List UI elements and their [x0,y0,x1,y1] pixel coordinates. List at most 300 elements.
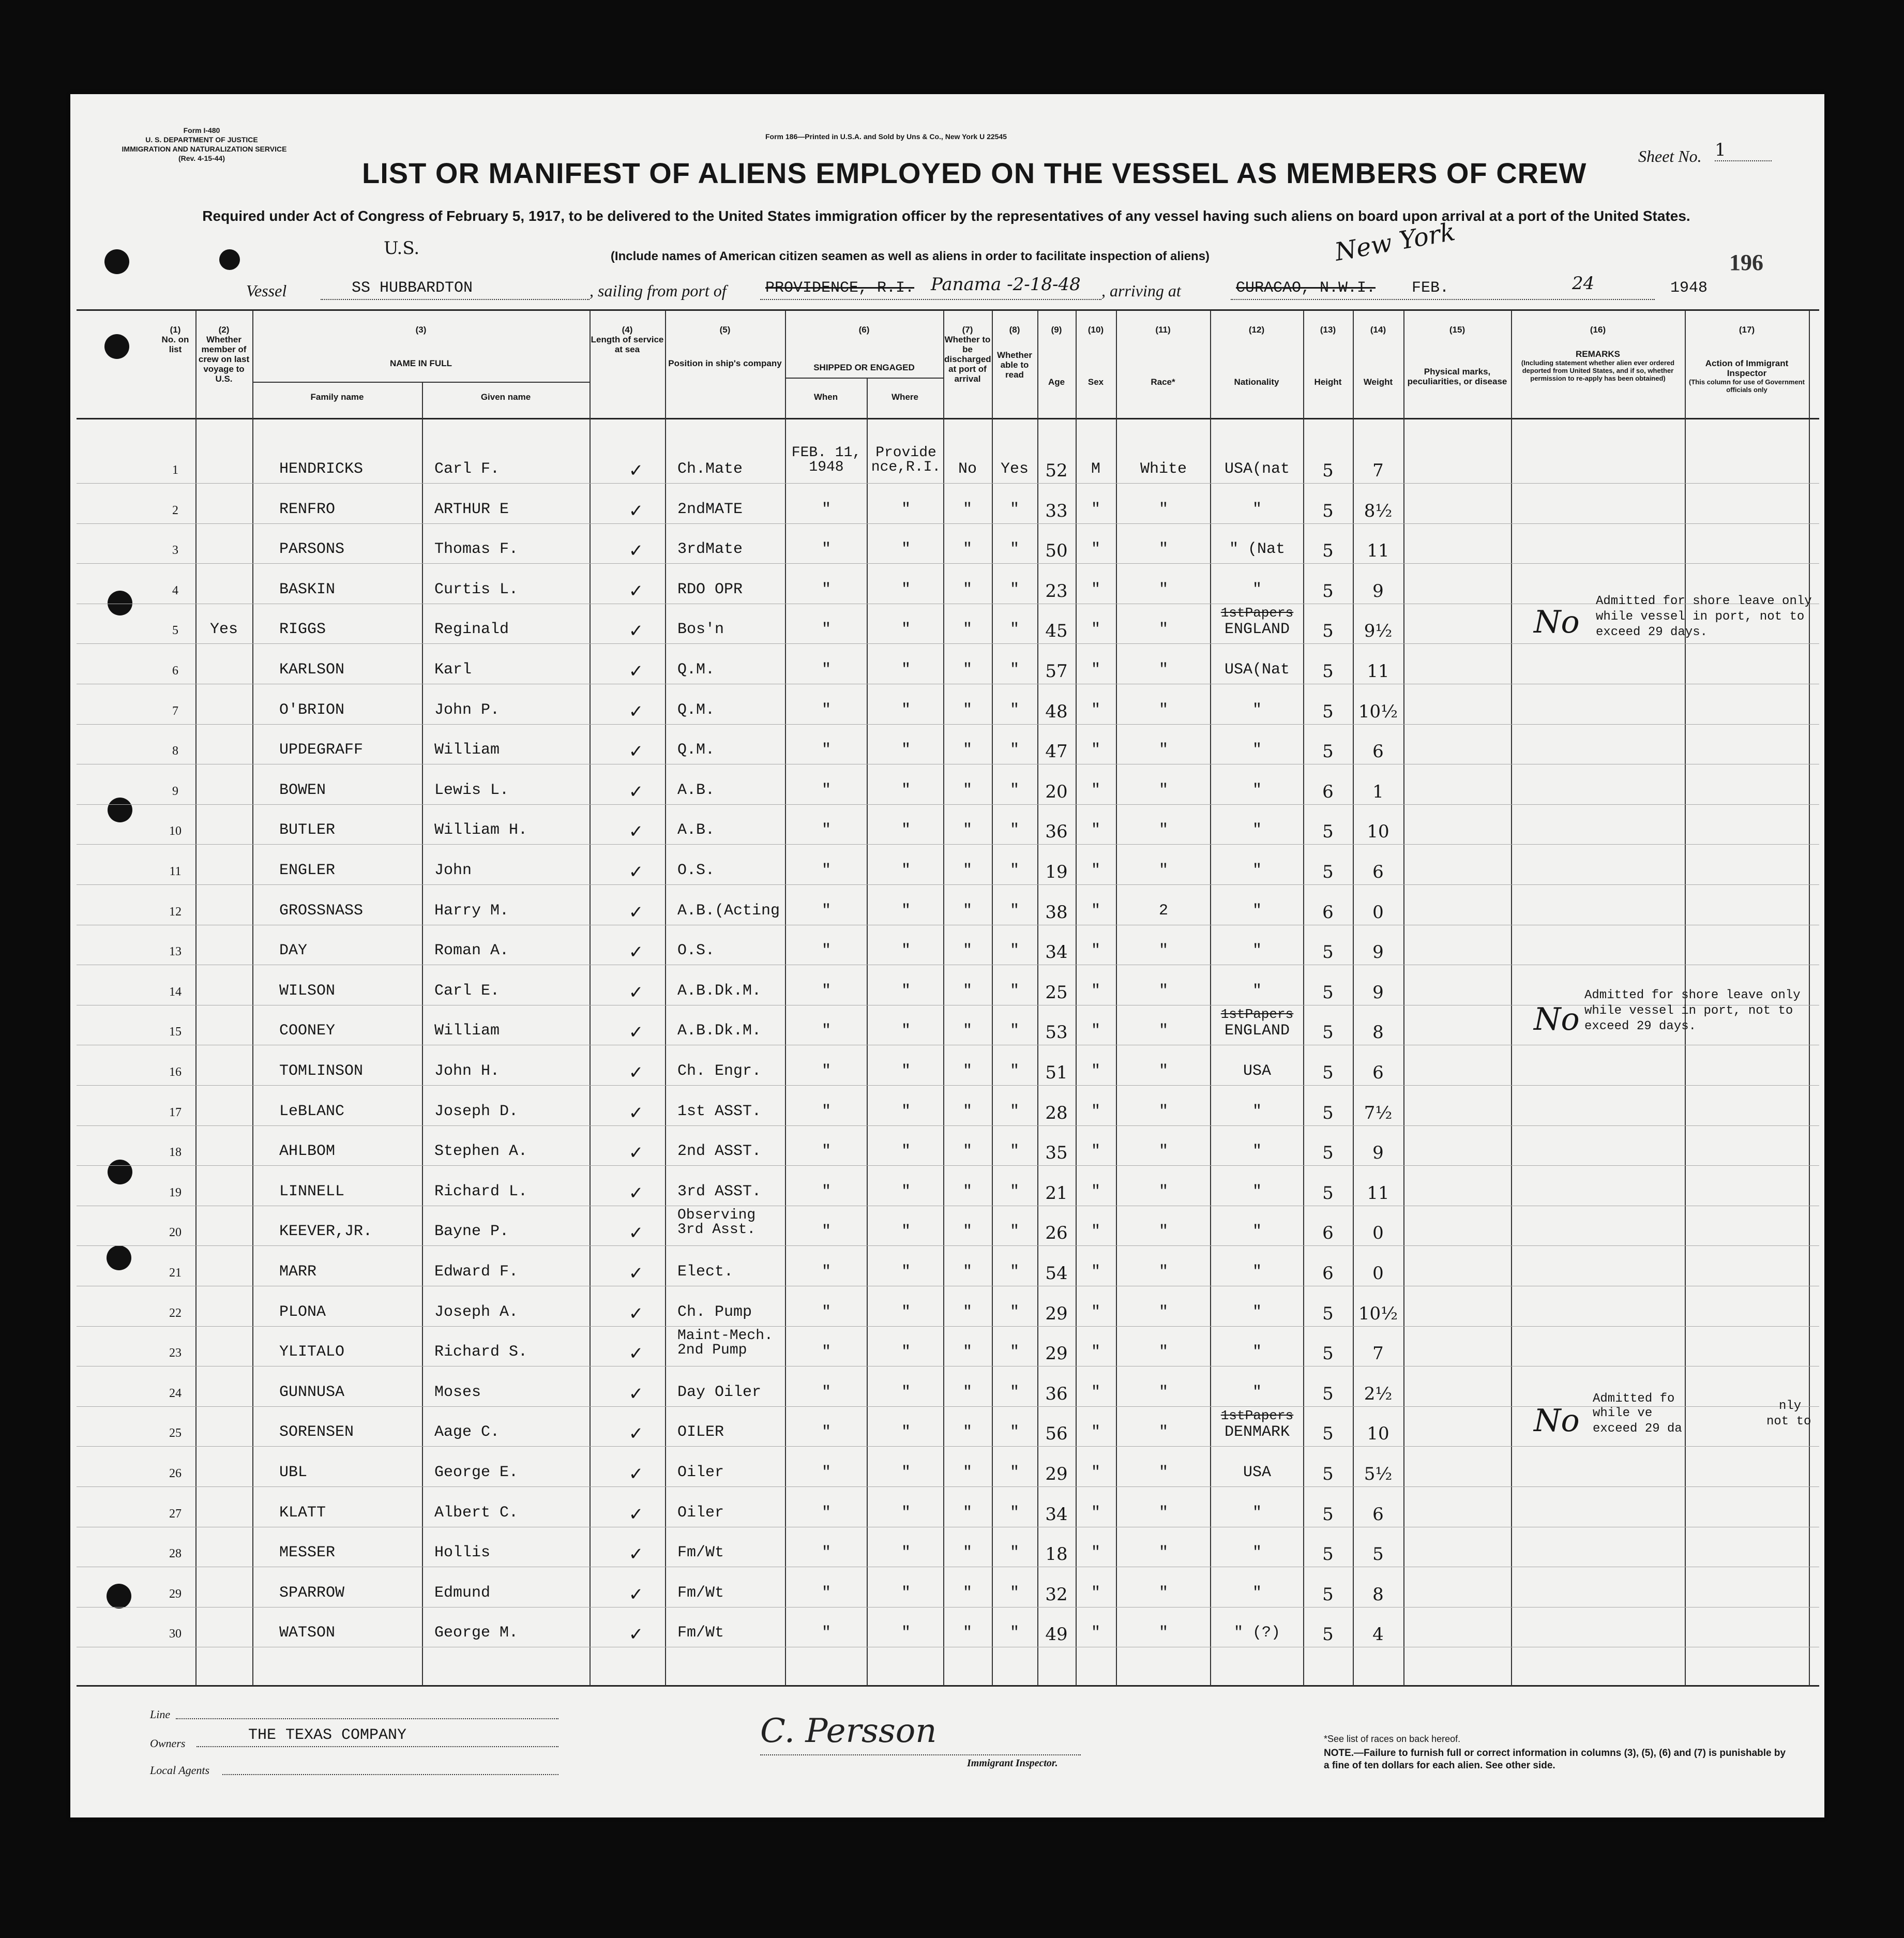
cell-when: " [821,1544,831,1562]
cell-family: TOMLINSON [279,1062,364,1080]
cell-read: " [1009,1303,1019,1321]
cell-race: " [1158,1263,1168,1281]
cell-svc: ✓ [628,942,644,963]
cell-race: " [1158,741,1168,759]
cell-no: 5 [172,624,178,638]
cell-race: " [1158,982,1168,1000]
cell-disch: " [962,1584,972,1602]
cell-read: Yes [1000,460,1029,478]
cell-disch: " [962,661,972,679]
cell-pos: OILER [677,1423,724,1441]
cell-race: " [1158,781,1168,799]
col6-header: (6) SHIPPED OR ENGAGED [813,325,915,372]
cell-given: Reginald [434,621,509,639]
cell-wt: 0 [1372,1263,1384,1284]
cell-sex: " [1091,1383,1100,1401]
col-divider [252,310,253,1686]
cell-svc: ✓ [628,500,644,521]
cell-race: White [1140,460,1187,478]
cell-no: 1 [172,463,178,477]
col12-header: (12) Nationality [1234,325,1279,387]
cell-family: YLITALO [279,1343,345,1361]
punch-hole [107,1584,131,1609]
cell-family: SORENSEN [279,1423,354,1441]
cell-no: 9 [172,784,178,798]
cell-wt: 11 [1367,661,1389,682]
cell-svc: ✓ [628,1383,644,1404]
cell-wt: 8 [1372,1584,1384,1605]
cell-given: Lewis L. [434,781,509,799]
cell-ht: 5 [1322,621,1334,642]
col6a-header: When [813,392,838,402]
cell-sex: " [1091,942,1100,960]
cell-disch: " [962,1423,972,1441]
cell-nat: " [1252,1102,1262,1120]
col9-header: (9) Age [1048,325,1065,387]
form-number: Form I-480 [183,126,220,134]
cell-svc: ✓ [628,1624,644,1645]
cell-wt: 6 [1372,862,1384,882]
cell-where: " [901,1464,911,1481]
cell-family: PLONA [279,1303,326,1321]
cell-disch: " [962,500,972,518]
cell-where: " [901,1343,911,1361]
cell-ht: 5 [1322,1383,1334,1404]
cell-sex: " [1091,821,1100,839]
row-rule [77,844,1819,845]
cell-where: " [901,1022,911,1040]
cell-given: William H. [434,821,528,839]
cell-nat: " [1252,701,1262,719]
cell-no: 17 [169,1105,182,1119]
cell-sex: " [1091,1423,1100,1441]
cell-pos: Maint-Mech. 2nd Pump [677,1329,773,1358]
cell-ht: 5 [1322,460,1334,481]
arriving-underline [1231,299,1655,300]
cell-nat: " [1252,1544,1262,1562]
col3b-header: Given name [480,392,531,402]
cell-svc: ✓ [628,902,644,923]
cell-ht: 6 [1322,902,1334,923]
cell-ht: 5 [1322,1062,1334,1083]
cell-pos: Ch.Mate [677,460,743,478]
cell-age: 34 [1045,942,1068,963]
cell-disch: No [958,460,977,478]
cell-given: Richard L. [434,1182,528,1200]
cell-wt: 6 [1372,1504,1384,1525]
cell-where: " [901,1544,911,1562]
cell-family: DAY [279,942,308,960]
cell-given: Hollis [434,1544,491,1562]
cell-no: 15 [169,1025,182,1039]
cell-pos: Fm/Wt [677,1544,724,1562]
cell-when: " [821,821,831,839]
cell-pos: O.S. [677,942,715,960]
cell-pos: O.S. [677,862,715,879]
arriving-label: , arriving at [1101,281,1181,300]
cell-sex: " [1091,1544,1100,1562]
cell-race: " [1158,1143,1168,1161]
cell-when: " [821,1504,831,1522]
cell-given: Stephen A. [434,1143,528,1161]
signature-line [760,1754,1081,1755]
cell-race: " [1158,1544,1168,1562]
cell-race: 2 [1158,902,1168,920]
races-note: *See list of races on back hereof. [1324,1734,1461,1744]
sheet-label: Sheet No. [1638,147,1702,166]
cell-when: " [821,500,831,518]
cell-sex: " [1091,1624,1100,1642]
cell-family: GROSSNASS [279,902,364,920]
penalty-note: NOTE.—Failure to furnish full or correct information in columns (3), (5), (6) and (7) is punishable by a fine of ten dollars for each alien. See other side. [1324,1748,1786,1771]
cell-given: William [434,741,500,759]
cell-age: 33 [1045,500,1068,521]
cell-family: KEEVER,JR. [279,1223,373,1241]
cell-pos: Elect. [677,1263,734,1281]
cell-when: " [821,1182,831,1200]
cell-wt: 5 [1372,1544,1384,1565]
cell-pos: 2nd ASST. [677,1143,762,1161]
cell-disch: " [962,1624,972,1642]
col5-header: (5) Position in ship's company [668,325,782,368]
cell-wt: 0 [1372,902,1384,923]
remark-row5-line1: Admitted for shore leave only [1596,594,1812,608]
cell-sex: " [1091,1223,1100,1241]
cell-where: " [901,1143,911,1161]
row-rule [77,1245,1819,1246]
sailing-label: , sailing from port of [590,281,727,300]
cell-race: " [1158,862,1168,879]
cell-race: " [1158,942,1168,960]
cell-disch: " [962,580,972,598]
row-rule [77,884,1819,885]
cell-age: 19 [1045,862,1068,882]
cell-given: Edward F. [434,1263,519,1281]
cell-wt: 0 [1372,1223,1384,1244]
cell-ht: 5 [1322,701,1334,722]
cell-ht: 5 [1322,580,1334,602]
cell-no: 27 [169,1507,182,1521]
cell-pos: A.B. [677,781,715,799]
cell-svc: ✓ [628,1223,644,1244]
cell-read: " [1009,500,1019,518]
cell-where: " [901,1624,911,1642]
col-divider [665,310,666,1686]
cell-pos: Q.M. [677,741,715,759]
cell-family: UPDEGRAFF [279,741,364,759]
cell-race: " [1158,1584,1168,1602]
cell-svc: ✓ [628,821,644,843]
cell-where: " [901,621,911,639]
cell-pos: Q.M. [677,661,715,679]
row-rule [77,724,1819,725]
cell-no: 4 [172,583,178,597]
cell-pos: A.B.Dk.M. [677,982,762,1000]
cell-where: " [901,1303,911,1321]
col7-header: (7) Whether to be discharged at port of arrival [944,325,991,384]
cell-when: " [821,1464,831,1481]
cell-nat: " [1252,1223,1262,1241]
cell-ht: 5 [1322,1624,1334,1645]
cell-race: " [1158,821,1168,839]
col-divider [867,378,868,1686]
cell-family: LeBLANC [279,1102,345,1120]
cell-pos: 3rd ASST. [677,1182,762,1200]
cell-ht: 5 [1322,1303,1334,1324]
cell-read: " [1009,701,1019,719]
cell-pos: Oiler [677,1464,724,1481]
cell-sex: " [1091,1343,1100,1361]
cell-read: " [1009,661,1019,679]
cell-disch: " [962,1143,972,1161]
cell-sex: " [1091,781,1100,799]
remark-row25-line2b: not to [1766,1415,1811,1429]
cell-no: 16 [169,1065,182,1079]
cell-where: " [901,1102,911,1120]
cell-nat: DENMARK [1224,1423,1290,1441]
cell-pos: Day Oiler [677,1383,762,1401]
service: IMMIGRATION AND NATURALIZATION SERVICE [122,145,287,153]
cell-no: 24 [169,1386,182,1400]
cell-nat: " [1252,1343,1262,1361]
cell-nat: " [1252,1584,1262,1602]
cell-read: " [1009,741,1019,759]
cell-when: " [821,902,831,920]
cell-nat: " [1252,1303,1262,1321]
cell-read: " [1009,902,1019,920]
cell-no: 7 [172,704,178,718]
cell-disch: " [962,741,972,759]
cell-wt: 4 [1372,1624,1384,1645]
cell-age: 57 [1045,661,1068,682]
cell-where: " [901,781,911,799]
cell-no: 25 [169,1426,182,1440]
cell-wt: 9 [1372,942,1384,963]
subheader-divider [785,378,943,379]
cell-disch: " [962,1182,972,1200]
col4-header: (4) Length of service at sea [591,325,664,354]
cell-disch: " [962,1102,972,1120]
cell-age: 18 [1045,1544,1068,1565]
cell-svc: ✓ [628,862,644,882]
col-divider [1403,310,1404,1686]
cell-disch: " [962,902,972,920]
cell-read: " [1009,821,1019,839]
cell-age: 36 [1045,1383,1068,1404]
cell-when: " [821,540,831,559]
remark-row15-line2: while vessel in port, not to [1584,1004,1793,1018]
cell-wt: 9 [1372,982,1384,1003]
cell-read: " [1009,1544,1019,1562]
cell-read: " [1009,1102,1019,1120]
cell-disch: " [962,540,972,559]
cell-when: " [821,1102,831,1120]
cell-where: " [901,540,911,559]
cell-age: 54 [1045,1263,1068,1284]
cell-age: 53 [1045,1022,1068,1043]
sailing-port: PROVIDENCE, R.I. [765,279,915,297]
table-top-border [77,309,1819,311]
cell-no: 13 [169,945,182,959]
cell-race: " [1158,1223,1168,1241]
col10-header: (10) Sex [1087,325,1104,387]
table-bottom-border [77,1685,1819,1687]
cell-no: 2 [172,503,178,517]
cell-no: 11 [169,865,182,878]
cell-when: " [821,862,831,879]
arrival-day: 24 [1572,273,1595,294]
cell-disch: " [962,1263,972,1281]
cell-age: 29 [1045,1464,1068,1484]
cell-ht: 5 [1322,1504,1334,1525]
cell-ht: 5 [1322,1584,1334,1605]
cell-age: 49 [1045,1624,1068,1645]
cell-where: " [901,1504,911,1522]
cell-race: " [1158,1383,1168,1401]
cell-ht: 6 [1322,781,1334,802]
cell-age: 25 [1045,982,1068,1003]
cell-sex: " [1091,1062,1100,1080]
revision: (Rev. 4-15-44) [178,154,225,162]
cell-family: UBL [279,1464,308,1481]
cell-wt: 8 [1372,1022,1384,1043]
cell-when: " [821,1584,831,1602]
cell-given: Thomas F. [434,540,519,559]
row-rule [77,1607,1819,1608]
cell-given: Richard S. [434,1343,528,1361]
cell-svc: ✓ [628,460,644,481]
cell-sex: " [1091,902,1100,920]
cell-svc: ✓ [628,661,644,682]
cell-wt: 8½ [1364,500,1393,521]
cell-race: " [1158,1504,1168,1522]
cell-where: " [901,1223,911,1241]
cell-nat: " [1252,821,1262,839]
cell-race: " [1158,580,1168,598]
cell-ht: 5 [1322,1423,1334,1445]
cell-no: 29 [169,1587,182,1601]
page-subtitle: Required under Act of Congress of February 5, 1917, to be delivered to the United States immigration officer by the representatives of any vessel having such aliens on board upon arrival at a port of the United States. [202,208,1690,224]
cell-read: " [1009,1383,1019,1401]
cell-nat: " [1252,781,1262,799]
vessel-label: Vessel [246,281,287,300]
cell-nat-struck: 1stPapers [1220,1006,1294,1023]
cell-ht: 5 [1322,862,1334,882]
cell-family: ENGLER [279,862,336,879]
cell-pos: Fm/Wt [677,1624,724,1642]
instruction-note: (Include names of American citizen seamen as well as aliens in order to facilitate inspection of aliens) [610,249,1210,263]
cell-wt: 1 [1372,781,1384,802]
cell-when: " [821,1423,831,1441]
cell-svc: ✓ [628,1303,644,1324]
punch-hole [104,334,129,359]
row-rule [77,483,1819,484]
cell-wt: 10 [1367,1423,1389,1445]
cell-disch: " [962,1504,972,1522]
row-rule [77,1446,1819,1447]
cell-pos: A.B.(Acting [677,902,780,920]
cell-svc: ✓ [628,701,644,722]
cell-nat: " [1252,1263,1262,1281]
cell-svc: ✓ [628,1544,644,1565]
cell-ht: 5 [1322,661,1334,682]
cell-disch: " [962,1062,972,1080]
cell-where: " [901,862,911,879]
remark-row5-line3: exceed 29 days. [1596,625,1708,639]
owners-value: THE TEXAS COMPANY [248,1726,407,1744]
cell-family: KLATT [279,1504,326,1522]
col-divider [195,310,197,1686]
cell-race: " [1158,661,1168,679]
cell-where: " [901,741,911,759]
cell-when: " [821,1022,831,1040]
cell-family: O'BRION [279,701,345,719]
cell-sex: " [1091,862,1100,879]
arriving-port: CURACAO, N.W.I. [1236,279,1376,297]
remark-row25-line2: while ve [1593,1406,1653,1420]
cell-sex: " [1091,1182,1100,1200]
cell-nat: " [1252,982,1262,1000]
cell-nat: " [1252,902,1262,920]
cell-nat: " [1252,741,1262,759]
cell-wt: 10 [1367,821,1389,843]
col13-header: (13) Height [1314,325,1342,387]
owners-underline [197,1746,558,1747]
arrival-year: 1948 [1670,279,1708,297]
cell-sex: " [1091,741,1100,759]
cell-wt: 2½ [1364,1383,1393,1404]
cell-where: " [901,982,911,1000]
cell-pos: A.B.Dk.M. [677,1022,762,1040]
cell-age: 34 [1045,1504,1068,1525]
agents-underline [222,1774,558,1775]
remark-row15-line3: exceed 29 days. [1584,1019,1697,1033]
department: U. S. DEPARTMENT OF JUSTICE [145,136,258,144]
cell-given: Aage C. [434,1423,500,1441]
cell-nat: USA(nat [1224,460,1290,478]
cell-given: William [434,1022,500,1040]
cell-ht: 5 [1322,1343,1334,1364]
cell-no: 21 [169,1266,182,1280]
cell-sex: " [1091,540,1100,559]
punch-hole [108,1160,132,1184]
vessel-underline [321,299,590,300]
cell-svc: ✓ [628,1062,644,1083]
punch-hole [219,249,240,270]
handwritten-new-york: New York [1332,217,1458,267]
line-underline [176,1718,558,1719]
cell-disch: " [962,1383,972,1401]
cell-given: Edmund [434,1584,491,1602]
cell-where: " [901,902,911,920]
cell-wt: 10½ [1358,701,1398,722]
cell-svc: ✓ [628,1263,644,1284]
cell-disch: " [962,1464,972,1481]
cell-no: 22 [169,1306,182,1320]
cell-nat: " [1252,1504,1262,1522]
cell-when: " [821,1624,831,1642]
cell-read: " [1009,1343,1019,1361]
cell-age: 50 [1045,540,1068,562]
cell-disch: " [962,862,972,879]
cell-read: " [1009,942,1019,960]
cell-where: " [901,1584,911,1602]
cell-no: 12 [169,905,182,919]
sailing-underline [760,299,1101,300]
line-label: Line [150,1708,171,1721]
cell-race: " [1158,1423,1168,1441]
cell-read: " [1009,781,1019,799]
